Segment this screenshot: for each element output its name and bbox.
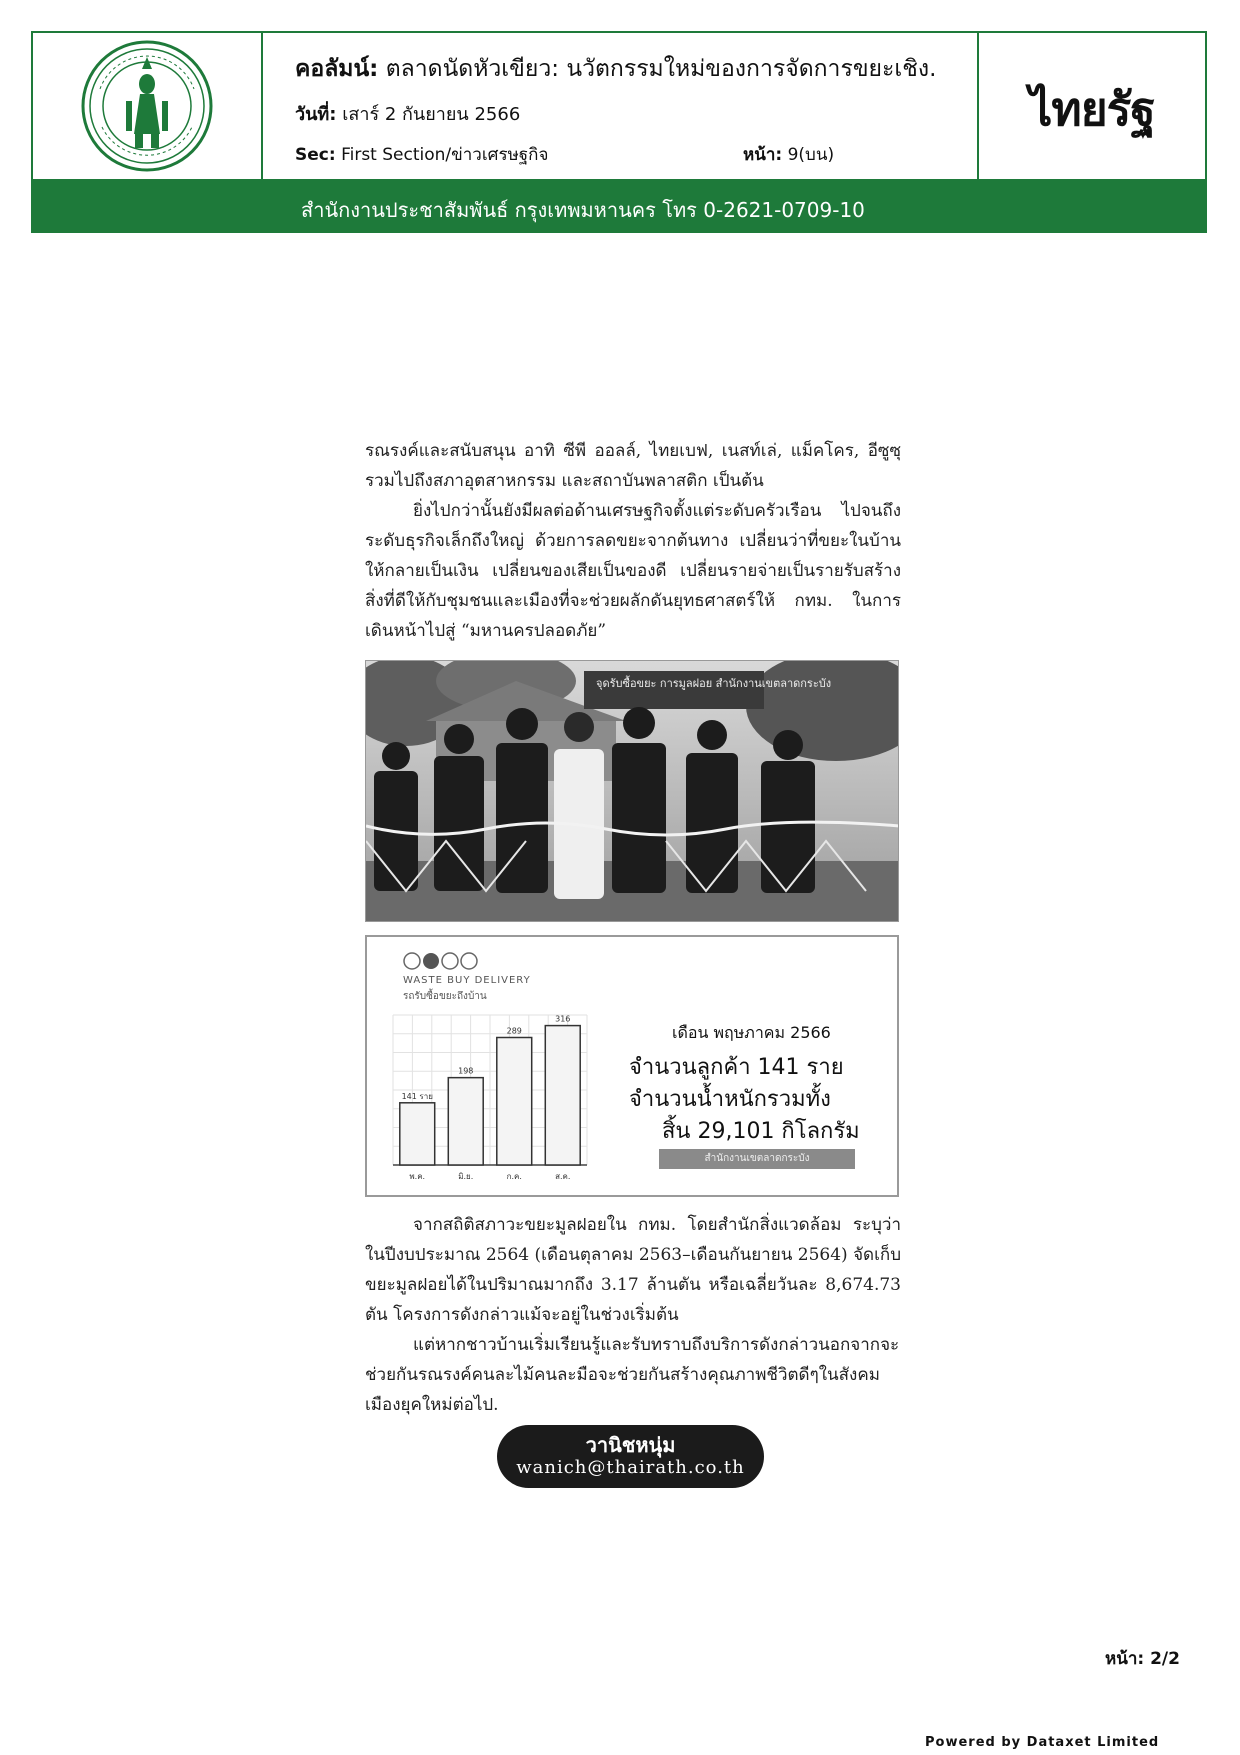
bar-value-label: 289 — [506, 1026, 522, 1036]
page-line: หน้า: 9(บน) — [743, 145, 835, 165]
infographic — [365, 935, 899, 1197]
weight-total-line1: จำนวนน้ำหนักรวมทั้ง — [629, 1087, 831, 1112]
weight-total-line2: สิ้น 29,101 กิโลกรัม — [662, 1119, 860, 1144]
publish-date: เสาร์ 2 กันยายน 2566 — [342, 104, 521, 125]
customers-bar-chart — [387, 1007, 597, 1187]
article-paragraph: รณรงค์และสนับสนุน อาทิ ซีพี ออลล์, ไทยเบฟ, เนสท์เล่, แม็คโคร, อีซูซุ รวมไปถึงสภาอุตสาหกรรม และสถาบันพลาสติก เป็นต้น — [365, 441, 901, 491]
clipping-header — [31, 31, 1207, 181]
category-label: พ.ค. — [409, 1172, 426, 1181]
author-name: วานิชหนุ่ม — [585, 1433, 676, 1457]
infographic-subtitle: รถรับซื้อขยะถึงบ้าน — [403, 991, 487, 1002]
article-paragraph: ยิ่งไปกว่านั้นยังมีผลต่อด้านเศรษฐกิจตั้งแต่ระดับครัวเรือน ไปจนถึงระดับธุรกิจเล็กถึงใหญ่ ด้วยการลดขยะจากต้นทาง เปลี่ยนว่าที่ขยะในบ้านให้กลายเป็นเงิน เปลี่ยนของเสียเป็นของดี เปลี่ยนรายจ่ายเป็นรายรับสร้างสิ่งที่ดีให้กับชุมชนและเมืองที่จะช่วยผลักดันยุทธศาสตร์ให้ กทม. ในการเดินหน้าไปสู่ “มหานครปลอดภัย” — [365, 501, 901, 641]
photo-sign-text: จุดรับซื้อขยะ การมูลฝอย สำนักงานเขตลาดกระบัง — [596, 677, 832, 690]
customer-count: จำนวนลูกค้า 141 ราย — [629, 1055, 844, 1080]
column-line: คอลัมน์: ตลาดนัดหัวเขียว: นวัตกรรมใหม่ของการจัดการขยะเชิง. — [295, 56, 937, 82]
bar — [448, 1078, 483, 1165]
author-byline — [497, 1425, 764, 1488]
bar — [497, 1038, 532, 1166]
date-line: วันที่: เสาร์ 2 กันยายน 2566 — [295, 104, 521, 125]
bma-seal-icon — [80, 39, 214, 173]
news-photo — [365, 660, 899, 922]
clipping-info — [263, 33, 979, 179]
brand-cell — [979, 33, 1205, 179]
logo-cell — [33, 33, 263, 179]
month-label: เดือน พฤษภาคม 2566 — [672, 1023, 831, 1042]
article-paragraph: แต่หากชาวบ้านเริ่มเรียนรู้และรับทราบถึงบริการดังกล่าวนอกจากจะช่วยกันรณรงค์คนละไม้คนละมือจะช่วยกันสร้างคุณภาพชีวิตดีๆในสังคมเมืองยุคใหม่ต่อไป. — [365, 1335, 900, 1415]
office-bar — [31, 181, 1207, 233]
bar-value-label: 141 ราย — [401, 1091, 433, 1101]
category-label: มิ.ย. — [458, 1172, 474, 1181]
powered-by: Powered by Dataxet Limited — [925, 1735, 1160, 1750]
bar — [400, 1103, 435, 1165]
column-title: ตลาดนัดหัวเขียว: นวัตกรรมใหม่ของการจัดการขยะเชิง. — [385, 56, 937, 82]
article-paragraph: จากสถิติสภาวะขยะมูลฝอยใน กทม. โดยสำนักสิ่งแวดล้อม ระบุว่า ในปีงบประมาณ 2564 (เดือนตุลาคม 2563–เดือนกันยายน 2564) จัดเก็บขยะมูลฝอยได้ในปริมาณมากถึง 3.17 ล้านตัน หรือเฉลี่ยวันละ 8,674.73 ตัน โครงการดังกล่าวแม้จะอยู่ในช่วงเริ่มต้น — [365, 1215, 901, 1325]
author-email: wanich@thairath.co.th — [516, 1457, 745, 1478]
page-indicator: หน้า: 2/2 — [1105, 1649, 1180, 1669]
section-name: First Section/ข่าวเศรษฐกิจ — [341, 145, 549, 165]
bar-value-label: 198 — [458, 1066, 474, 1076]
page-number: 9(บน) — [787, 145, 835, 165]
partner-logos-icon — [403, 951, 483, 971]
infographic-title: WASTE BUY DELIVERY — [403, 975, 531, 986]
newspaper-logo: ไทยรัฐ — [1029, 82, 1155, 136]
office-contact: สำนักงานประชาสัมพันธ์ กรุงเทพมหานคร โทร 0-2621-0709-10 — [301, 198, 865, 222]
bar-value-label: 316 — [555, 1014, 571, 1024]
group-photo-image — [366, 661, 899, 922]
source-label: สำนักงานเขตลาดกระบัง — [659, 1149, 855, 1169]
bar — [545, 1026, 580, 1165]
category-label: ส.ค. — [555, 1172, 571, 1181]
category-label: ก.ค. — [506, 1172, 522, 1181]
section-line: Sec: First Section/ข่าวเศรษฐกิจ — [295, 145, 549, 165]
